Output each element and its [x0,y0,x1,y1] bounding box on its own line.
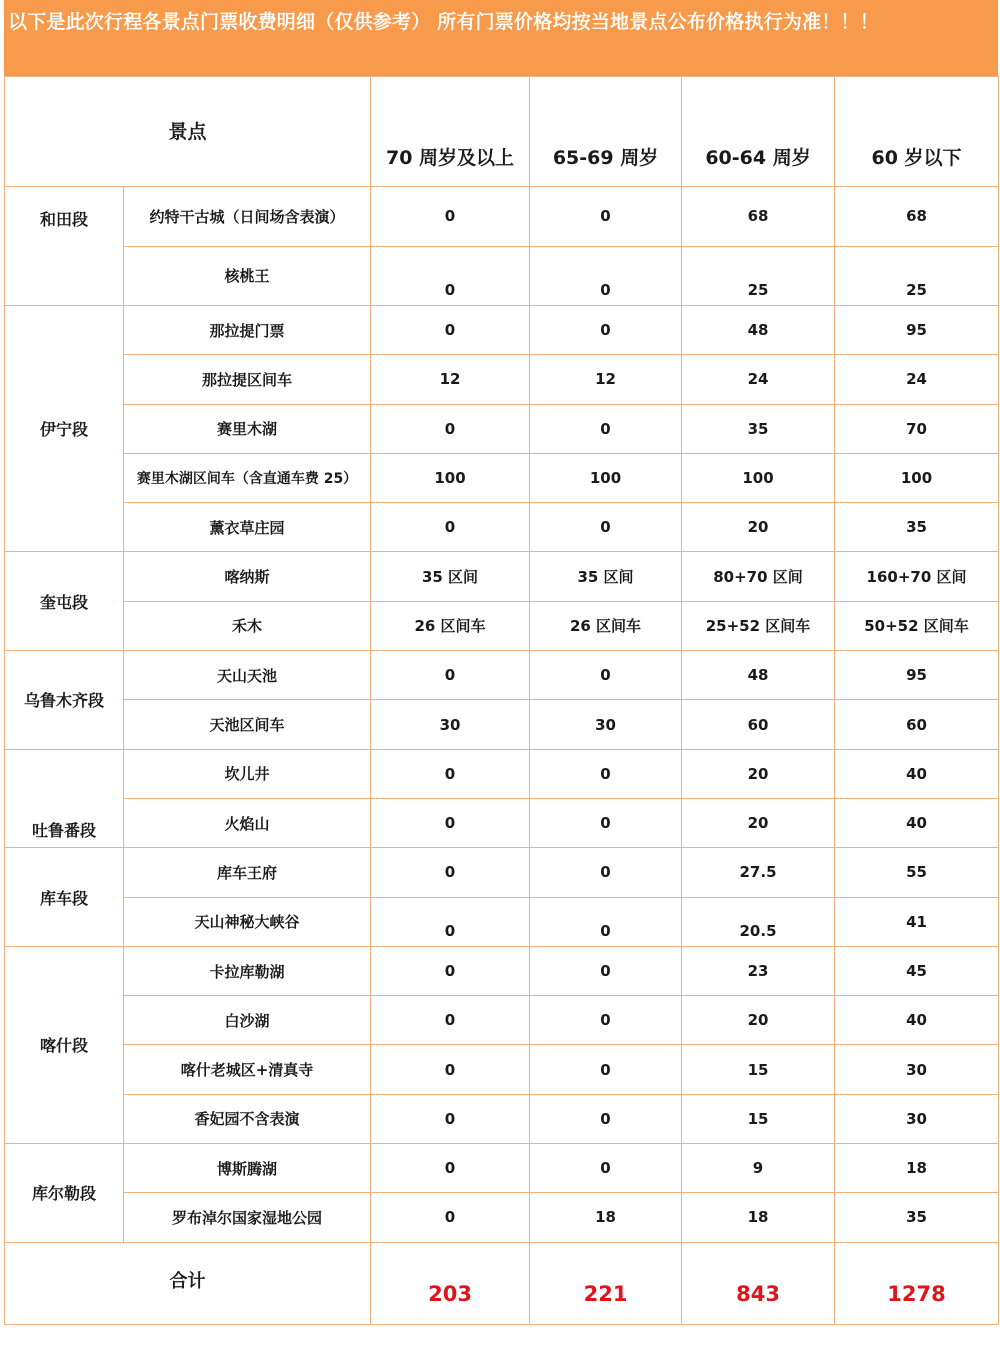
price-cell: 100 [371,453,530,502]
table-row [5,1193,999,1242]
price-cell: 0 [371,503,530,552]
price-cell: 0 [530,1094,682,1143]
header-age-under-60: 60 岁以下 [835,77,999,187]
price-cell: 100 [530,453,682,502]
price-cell: 26 区间车 [530,601,682,650]
price-cell: 0 [371,1045,530,1094]
price-cell: 40 [835,996,999,1045]
total-label: 合计 [5,1242,371,1324]
table-row [5,700,999,749]
price-cell: 68 [835,187,999,247]
header-attraction: 景点 [5,77,371,187]
segment-name: 库车段 [5,848,124,947]
table-row [5,187,999,247]
price-cell: 160+70 区间 [835,552,999,601]
price-cell: 48 [682,651,835,700]
header-age-70-plus: 70 周岁及以上 [371,77,530,187]
price-cell: 25 [835,246,999,306]
price-cell: 0 [371,798,530,847]
attraction-name: 薰衣草庄园 [124,503,371,552]
price-cell: 15 [682,1045,835,1094]
attraction-name: 核桃王 [124,246,371,306]
price-cell: 30 [835,1045,999,1094]
price-cell: 0 [530,246,682,306]
table-row [5,1144,999,1193]
price-cell: 0 [530,946,682,995]
price-cell: 0 [371,848,530,897]
segment-name: 乌鲁木齐段 [5,651,124,750]
table-row [5,404,999,453]
price-cell: 20 [682,996,835,1045]
price-cell: 0 [371,306,530,355]
attraction-name: 坎儿井 [124,749,371,798]
price-cell: 70 [835,404,999,453]
attraction-name: 那拉提区间车 [124,355,371,404]
price-cell: 100 [835,453,999,502]
price-cell: 60 [682,700,835,749]
price-cell: 0 [530,798,682,847]
table-row [5,306,999,355]
price-cell: 20.5 [682,897,835,946]
price-cell: 24 [835,355,999,404]
attraction-name: 赛里木湖区间车（含直通车费 25） [124,453,371,502]
total-row [5,1242,999,1324]
price-cell: 35 区间 [371,552,530,601]
attraction-name: 库车王府 [124,848,371,897]
price-cell: 0 [371,246,530,306]
price-cell: 0 [371,1094,530,1143]
table-row [5,897,999,946]
segment-name: 库尔勒段 [5,1144,124,1243]
attraction-name: 火焰山 [124,798,371,847]
price-cell: 20 [682,798,835,847]
table-row [5,552,999,601]
price-cell: 30 [371,700,530,749]
price-cell: 95 [835,306,999,355]
total-value: 203 [371,1242,530,1324]
price-cell: 100 [682,453,835,502]
price-cell: 95 [835,651,999,700]
attraction-name: 天山神秘大峡谷 [124,897,371,946]
price-cell: 55 [835,848,999,897]
attraction-name: 卡拉库勒湖 [124,946,371,995]
price-cell: 0 [530,306,682,355]
price-cell: 23 [682,946,835,995]
price-cell: 0 [371,651,530,700]
price-cell: 25+52 区间车 [682,601,835,650]
attraction-name: 喀纳斯 [124,552,371,601]
price-cell: 45 [835,946,999,995]
table-row [5,601,999,650]
price-cell: 35 区间 [530,552,682,601]
price-cell: 0 [530,187,682,247]
segment-name: 吐鲁番段 [5,749,124,848]
total-value: 843 [682,1242,835,1324]
price-cell: 60 [835,700,999,749]
header-age-60-64: 60-64 周岁 [682,77,835,187]
attraction-name: 喀什老城区+清真寺 [124,1045,371,1094]
attraction-name: 约特干古城（日间场含表演） [124,187,371,247]
price-cell: 48 [682,306,835,355]
table-row [5,996,999,1045]
price-cell: 0 [530,749,682,798]
table-row [5,946,999,995]
price-cell: 0 [530,1045,682,1094]
attraction-name: 赛里木湖 [124,404,371,453]
ticket-fee-table [4,76,999,1325]
price-cell: 30 [530,700,682,749]
segment-name: 伊宁段 [5,306,124,552]
table-row [5,1045,999,1094]
price-cell: 24 [682,355,835,404]
price-cell: 30 [835,1094,999,1143]
table-row [5,749,999,798]
segment-name: 奎屯段 [5,552,124,651]
table-row [5,453,999,502]
price-cell: 0 [371,1144,530,1193]
table-row [5,503,999,552]
table-row [5,355,999,404]
price-cell: 18 [530,1193,682,1242]
table-row [5,1094,999,1143]
price-cell: 0 [371,1193,530,1242]
header-age-65-69: 65-69 周岁 [530,77,682,187]
attraction-name: 香妃园不含表演 [124,1094,371,1143]
price-cell: 0 [530,404,682,453]
price-cell: 9 [682,1144,835,1193]
price-cell: 35 [835,503,999,552]
price-cell: 27.5 [682,848,835,897]
price-cell: 0 [530,651,682,700]
total-value: 1278 [835,1242,999,1324]
price-cell: 0 [371,897,530,946]
price-cell: 0 [530,1144,682,1193]
price-cell: 40 [835,749,999,798]
price-cell: 20 [682,749,835,798]
table-row [5,798,999,847]
price-cell: 0 [530,897,682,946]
attraction-name: 博斯腾湖 [124,1144,371,1193]
price-cell: 26 区间车 [371,601,530,650]
price-cell: 41 [835,897,999,946]
table-row [5,246,999,306]
price-cell: 0 [530,996,682,1045]
price-cell: 35 [682,404,835,453]
attraction-name: 天山天池 [124,651,371,700]
price-cell: 0 [530,848,682,897]
price-cell: 0 [371,187,530,247]
segment-name: 和田段 [5,187,124,306]
price-cell: 0 [371,946,530,995]
attraction-name: 禾木 [124,601,371,650]
price-cell: 15 [682,1094,835,1143]
price-cell: 25 [682,246,835,306]
page-banner: 以下是此次行程各景点门票收费明细（仅供参考） 所有门票价格均按当地景点公布价格执行为准！！！ [4,0,998,76]
price-cell: 20 [682,503,835,552]
total-value: 221 [530,1242,682,1324]
price-cell: 0 [371,404,530,453]
price-cell: 35 [835,1193,999,1242]
price-cell: 18 [682,1193,835,1242]
price-cell: 18 [835,1144,999,1193]
header-row [5,77,999,187]
price-cell: 0 [371,749,530,798]
price-cell: 50+52 区间车 [835,601,999,650]
price-cell: 0 [530,503,682,552]
price-cell: 0 [371,996,530,1045]
attraction-name: 那拉提门票 [124,306,371,355]
price-cell: 12 [371,355,530,404]
price-cell: 12 [530,355,682,404]
table-row [5,651,999,700]
table-row [5,848,999,897]
segment-name: 喀什段 [5,946,124,1143]
price-cell: 80+70 区间 [682,552,835,601]
attraction-name: 罗布淖尔国家湿地公园 [124,1193,371,1242]
attraction-name: 白沙湖 [124,996,371,1045]
price-cell: 40 [835,798,999,847]
price-cell: 68 [682,187,835,247]
attraction-name: 天池区间车 [124,700,371,749]
